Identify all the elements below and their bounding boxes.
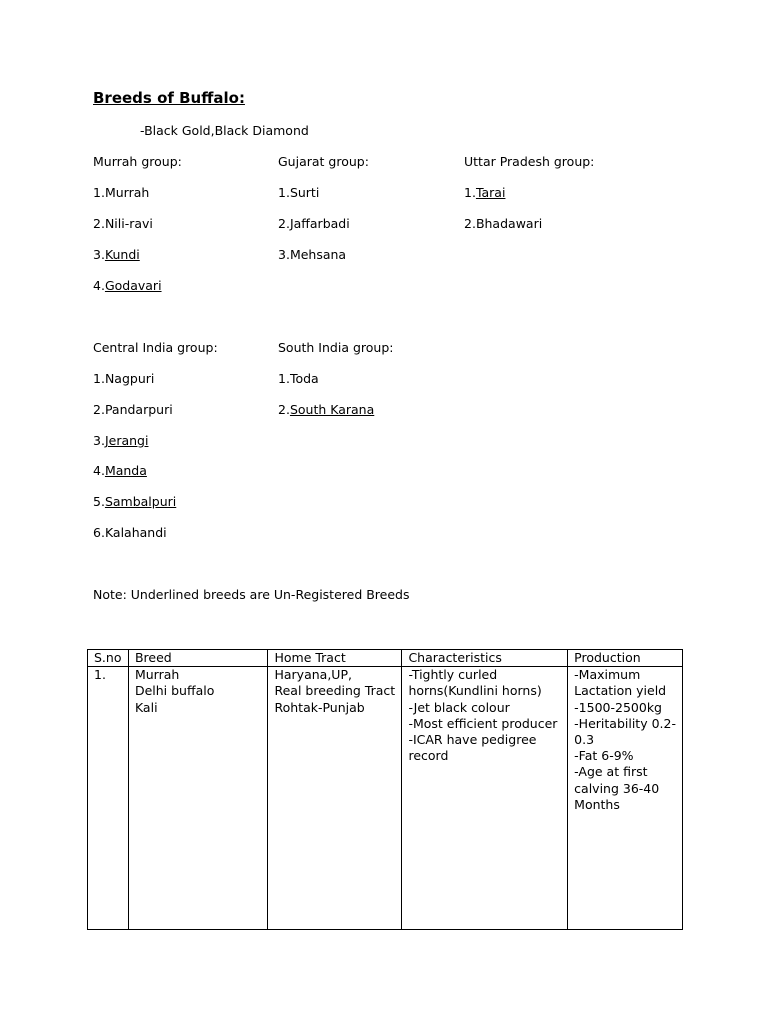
group-heading-uttar-pradesh: Uttar Pradesh group:: [464, 154, 595, 169]
breed-item: 2.Jaffarbadi: [278, 216, 350, 231]
breed-item: 2.South Karana: [278, 402, 375, 417]
subtitle: -Black Gold,Black Diamond: [140, 123, 309, 138]
breed-item: 1.Surti: [278, 185, 320, 200]
cell-breed: Murrah Delhi buffalo Kali: [128, 667, 268, 930]
header-breed: Breed: [128, 650, 268, 667]
breed-item: 2.Nili-ravi: [93, 216, 153, 231]
breed-item: 2.Pandarpuri: [93, 402, 173, 417]
header-sno: S.no: [88, 650, 129, 667]
group-heading-murrah: Murrah group:: [93, 154, 182, 169]
breed-item: 1.Tarai: [464, 185, 506, 200]
group-heading-south-india: South India group:: [278, 340, 394, 355]
group-heading-gujarat: Gujarat group:: [278, 154, 369, 169]
breed-item: 3.Mehsana: [278, 247, 347, 262]
cell-production: -Maximum Lactation yield -1500-2500kg -Heritability 0.2- 0.3 -Fat 6-9% -Age at first calving 36-40 Months: [568, 667, 683, 930]
breed-table: [87, 649, 683, 930]
table-row: [88, 667, 683, 930]
group-heading-central-india: Central India group:: [93, 340, 218, 355]
note: Note: Underlined breeds are Un-Registered Breeds: [93, 587, 410, 602]
cell-sno: 1.: [88, 667, 129, 930]
breed-item: 6.Kalahandi: [93, 525, 167, 540]
header-production: Production: [568, 650, 683, 667]
breed-item: 3.Jerangi: [93, 433, 149, 448]
table-header-row: [88, 650, 683, 667]
breed-item: 1.Toda: [278, 371, 319, 386]
breed-item: 5.Sambalpuri: [93, 494, 177, 509]
breed-item: 1.Murrah: [93, 185, 150, 200]
cell-home-tract: Haryana,UP, Real breeding Tract Rohtak-Punjab: [268, 667, 402, 930]
breed-item: 3.Kundi: [93, 247, 140, 262]
breed-item: 4.Godavari: [93, 278, 162, 293]
cell-characteristics: -Tightly curled horns(Kundlini horns) -Jet black colour -Most efficient producer -ICAR have pedigree record: [402, 667, 568, 930]
header-characteristics: Characteristics: [402, 650, 568, 667]
breed-item: 2.Bhadawari: [464, 216, 543, 231]
breed-item: 4.Manda: [93, 463, 147, 478]
page-title: Breeds of Buffalo:: [93, 89, 245, 107]
header-home-tract: Home Tract: [268, 650, 402, 667]
breed-item: 1.Nagpuri: [93, 371, 155, 386]
